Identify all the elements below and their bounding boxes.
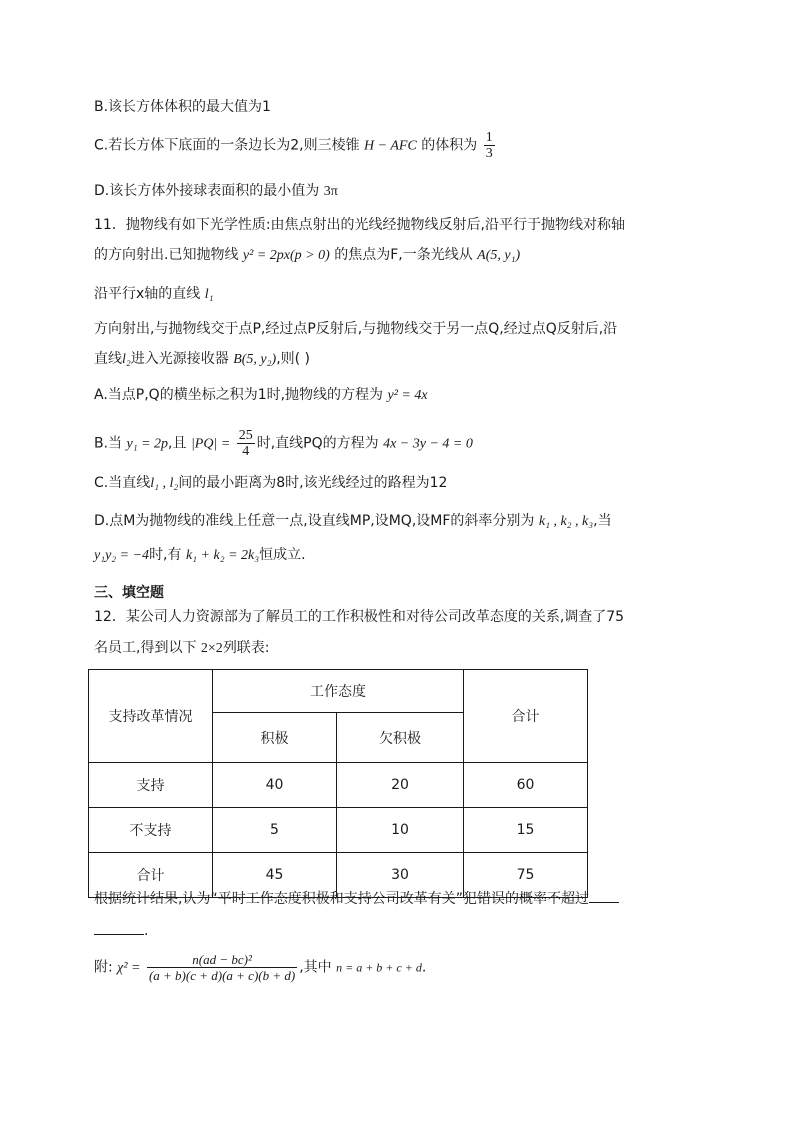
option-c-text: C.若长方体下底面的一条边长为2,则三棱锥 [94,137,360,154]
section-heading [94,584,164,602]
q12-after-table [94,888,619,908]
q11-option-b [94,428,473,459]
q12-text-2a: 名员工,得到以下 [94,640,197,656]
chi-square-fraction [147,952,297,983]
q11-line-5 [94,350,310,369]
q11-option-a-math: y² = 4x [387,388,428,403]
q11-option-c [94,474,447,493]
table-cell [464,763,588,808]
row-label: 合计 [136,868,165,884]
q11-line-l2: l₂ [122,352,131,367]
q11-option-d-text-3: 时,有 [149,547,182,563]
q11-text-5c: ,则( ) [276,351,311,367]
table-cell [337,808,464,853]
q11-option-b-math-1: y₁ = 2p [126,436,169,452]
fraction-numerator: 25 [238,428,253,443]
table-cell [213,808,337,853]
cell-value: 15 [516,822,535,838]
cell-value: 60 [516,777,535,793]
q11-text-4: 方向射出,与抛物线交于点P,经过点P反射后,与抛物线交于另一点Q,经过点Q反射后,沿 [94,321,618,337]
q11-point-b: B(5, y₂) [233,352,277,367]
option-d-text: D.该长方体外接球表面积的最小值为 [94,183,320,199]
table-header-row [89,670,588,713]
header-total-cell [464,670,588,763]
appendix-n-formula: n = a + b + c + d [336,960,422,975]
q11-option-b-text: B.当 [94,435,123,452]
q11-line-l1: l₁ [204,287,214,302]
q12-period: . [144,923,149,939]
q11-option-d-text: D.点M为抛物线的准线上任意一点,设直线MP,设MQ,设MF的斜率分别为 [94,513,535,529]
q11-text-5b: 进入光源接收器 [130,351,229,367]
appendix [94,952,426,983]
q11-option-d-line-2 [94,546,306,565]
q11-option-d-math-2: y₁y₂ = −4 [94,548,150,563]
cell-value: 10 [391,822,409,838]
q11-point-a: A(5, y₁) [477,248,521,263]
header-positive-cell [213,713,337,763]
option-b [94,98,271,116]
chi-square-symbol: χ² = [117,960,141,976]
q11-text-1: 11．抛物线有如下光学性质:由焦点射出的光线经抛物线反射后,沿平行于抛物线对称轴 [94,217,625,233]
header-support: 支持改革情况 [108,709,193,725]
q12-after-table-2 [94,920,148,940]
header-attitude-cell [213,670,464,713]
q11-text-2a: 的方向射出.已知抛物线 [94,247,239,263]
q11-option-d-text-4: 恒成立. [259,547,306,563]
header-positive: 积极 [260,730,289,747]
q11-option-b-fraction [237,428,255,459]
fraction-numerator: n(ad − bc)² [147,952,297,968]
q12-line-1 [94,608,624,626]
q11-line-2 [94,246,520,265]
option-b-text: B.该长方体体积的最大值为1 [94,99,271,115]
option-c-math: H − AFC [364,138,417,154]
option-c-text-2: 的体积为 [421,137,478,154]
header-less-positive-cell [337,713,464,763]
q11-text-3: 沿平行x轴的直线 [94,286,201,302]
header-support-cell [89,670,213,763]
table-cell [213,763,337,808]
q11-line-3 [94,285,214,304]
table-cell [89,808,213,853]
q11-option-d-math-3: k₁ + k₂ = 2k₃ [185,548,260,563]
q11-option-d-text-2: ,当 [593,513,612,529]
fraction-denominator: 3 [485,146,493,161]
q11-option-b-math-3: 4x − 3y − 4 = 0 [383,436,473,452]
contingency-table [88,669,588,898]
cell-value: 40 [265,777,284,793]
appendix-text: ,其中 [299,959,332,976]
appendix-period: . [421,959,427,976]
table-cell [89,763,213,808]
q11-option-d-math: k₁ , k₂ , k₃ [538,514,594,529]
fraction-denominator: 4 [242,444,250,459]
table-cell [464,808,588,853]
q11-option-a [94,386,428,405]
cell-value: 45 [265,867,284,883]
q11-option-b-math-2: |PQ| = [190,436,231,452]
header-attitude: 工作态度 [310,684,366,700]
table-row [89,763,588,808]
fraction-numerator: 1 [485,130,493,145]
answer-blank [589,888,619,903]
q12-table-size: 2×2 [200,641,223,656]
header-total: 合计 [511,709,540,725]
q11-option-c-text: C.当直线 [94,475,151,491]
q11-line-4 [94,320,617,338]
q11-text-2b: 的焦点为F,一条光线从 [334,247,473,263]
row-label: 不支持 [129,823,172,839]
q12-line-2 [94,639,270,658]
table-cell [337,763,464,808]
option-c [94,130,497,161]
q11-option-b-text-2: ,且 [168,435,187,452]
q11-parabola-equation: y² = 2px(p > 0) [242,248,330,263]
q11-option-c-text-2: 间的最小距离为8时,该光线经过的路程为12 [178,475,448,491]
q11-option-a-text: A.当点P,Q的横坐标之积为1时,抛物线的方程为 [94,387,384,403]
option-d-math: 3π [323,184,338,199]
cell-value: 75 [516,867,535,883]
q11-option-c-math: l₁ , l₂ [150,476,179,491]
row-label: 支持 [136,778,165,794]
appendix-label: 附: [94,959,113,976]
option-c-fraction [484,130,495,161]
q11-option-d-line-1 [94,512,612,531]
option-d [94,182,338,201]
q11-option-b-text-3: 时,直线PQ的方程为 [256,435,379,452]
header-less-positive: 欠积极 [379,730,421,747]
q11-text-5a: 直线 [94,351,122,367]
answer-blank-continued [94,920,144,935]
q12-text-1: 12．某公司人力资源部为了解员工的工作积极性和对待公司改革态度的关系,调查了75 [94,609,625,625]
fraction-denominator: (a + b)(c + d)(a + c)(b + d) [148,968,296,983]
cell-value: 20 [391,777,409,793]
cell-value: 30 [391,867,409,883]
q12-text-2b: 列联表: [222,640,270,656]
cell-value: 5 [270,822,279,838]
q11-line-1 [94,216,625,234]
table-row [89,808,588,853]
q12-statement: 根据统计结果,认为“平时工作态度积极和支持公司改革有关”犯错误的概率不超过 [94,891,589,907]
section-title: 三、填空题 [94,585,164,601]
